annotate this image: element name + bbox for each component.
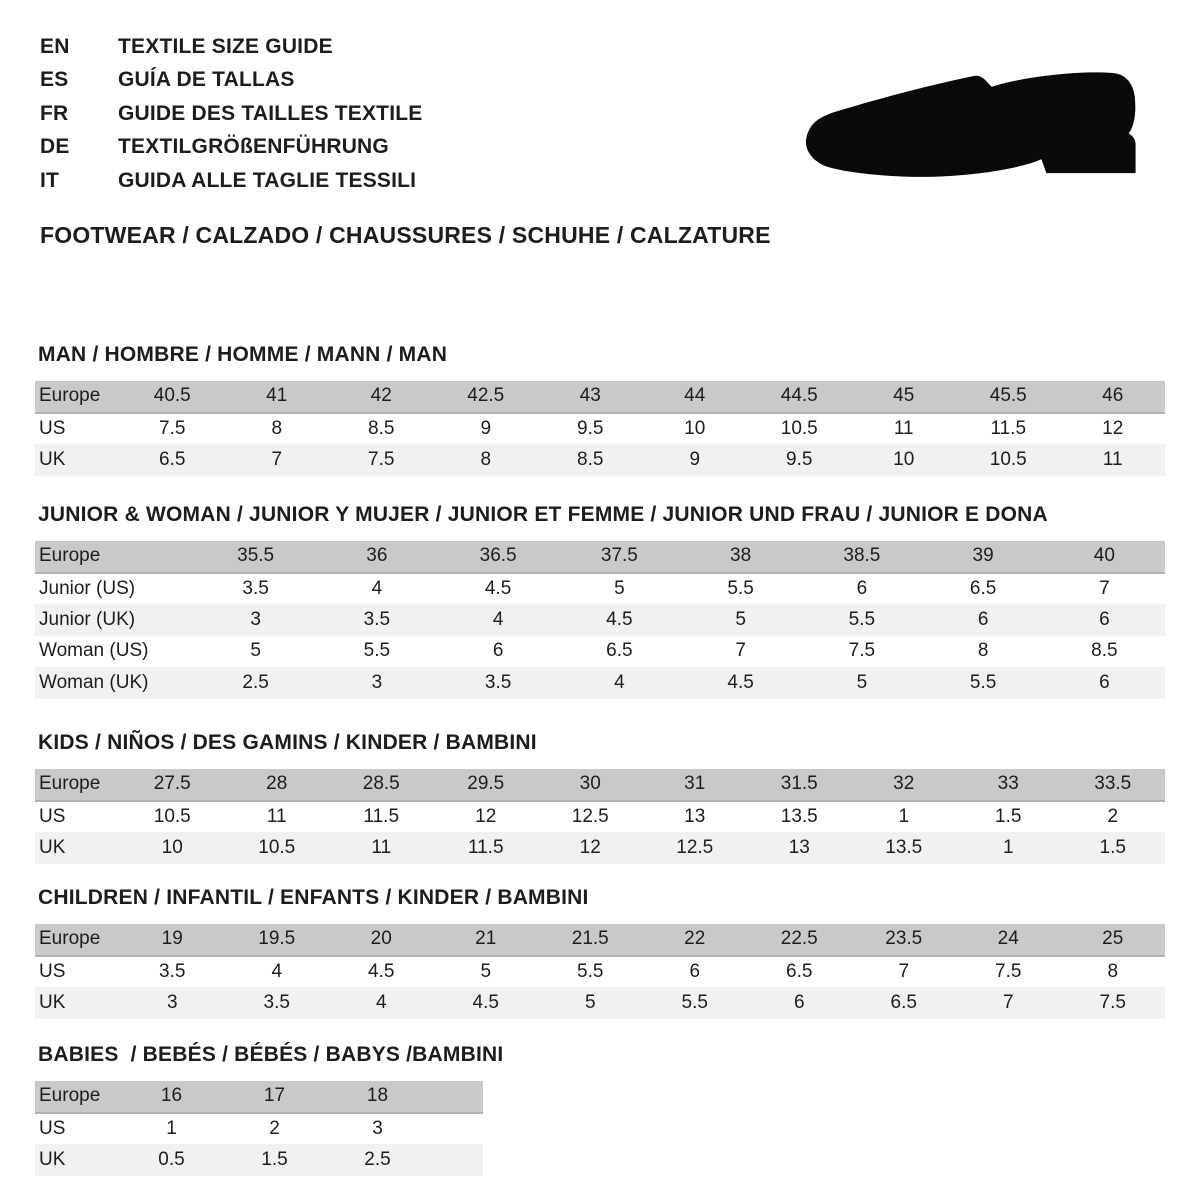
size-cell: 7 bbox=[898, 960, 910, 982]
size-cell: 2.5 bbox=[242, 671, 269, 693]
size-cell: 10 bbox=[684, 417, 706, 439]
size-cell: 39 bbox=[923, 541, 1044, 573]
size-cell: 7 bbox=[1099, 577, 1110, 599]
size-cell: 22.5 bbox=[747, 924, 852, 956]
size-cell: 5.5 bbox=[577, 960, 604, 982]
size-cell: 6.5 bbox=[159, 448, 186, 470]
row-label: UK bbox=[39, 1148, 66, 1170]
size-cell: 5 bbox=[480, 960, 492, 982]
spacer-cell bbox=[429, 1113, 483, 1145]
row-label: Europe bbox=[35, 924, 120, 956]
language-row bbox=[40, 164, 422, 198]
size-cell: 6.5 bbox=[606, 640, 633, 662]
size-cell: 3.5 bbox=[159, 960, 186, 982]
size-cell: 4 bbox=[271, 960, 283, 982]
size-cell: 7.5 bbox=[995, 960, 1022, 982]
size-cell: 12.5 bbox=[676, 836, 714, 858]
size-cell: 40 bbox=[1044, 541, 1165, 573]
size-cell: 1.5 bbox=[261, 1148, 288, 1170]
row-label: Woman (US) bbox=[39, 640, 149, 662]
table-row bbox=[35, 381, 1165, 413]
size-cell: 6 bbox=[1099, 671, 1110, 693]
size-cell: 7.5 bbox=[368, 448, 395, 470]
size-cell: 25 bbox=[1061, 924, 1166, 956]
size-cell: 5.5 bbox=[848, 608, 876, 630]
language-title: GUIDE DES TAILLES TEXTILE bbox=[118, 101, 423, 125]
size-cell: 6 bbox=[977, 608, 989, 630]
table-title: BABIES / BEBÉS / BÉBÉS / BABYS /BAMBINI bbox=[38, 1043, 504, 1066]
size-cell: 5 bbox=[735, 608, 746, 630]
size-cell: 7.5 bbox=[159, 417, 186, 439]
row-label: Woman (UK) bbox=[39, 671, 149, 693]
size-cell: 42.5 bbox=[434, 381, 539, 413]
size-cell: 36.5 bbox=[438, 541, 559, 573]
size-cell: 18 bbox=[326, 1081, 429, 1113]
size-cell: 22 bbox=[643, 924, 748, 956]
table-title: CHILDREN / INFANTIL / ENFANTS / KINDER / BAMBINI bbox=[38, 886, 589, 909]
size-table bbox=[35, 924, 1165, 1019]
size-cell: 33.5 bbox=[1061, 769, 1166, 801]
size-cell: 8 bbox=[977, 640, 989, 662]
row-label: UK bbox=[39, 448, 66, 470]
size-cell: 7 bbox=[1002, 991, 1014, 1013]
size-cell: 42 bbox=[329, 381, 434, 413]
size-cell: 6 bbox=[793, 991, 805, 1013]
size-cell: 30 bbox=[538, 769, 643, 801]
table-row bbox=[35, 987, 1165, 1019]
table-row bbox=[35, 832, 1165, 864]
table-row bbox=[35, 924, 1165, 956]
size-cell: 11 bbox=[371, 836, 392, 858]
size-cell: 13 bbox=[684, 805, 706, 827]
table-row bbox=[35, 1113, 483, 1145]
size-cell: 31.5 bbox=[747, 769, 852, 801]
size-cell: 5 bbox=[614, 577, 625, 599]
language-code: DE bbox=[40, 135, 70, 159]
size-cell: 6.5 bbox=[890, 991, 917, 1013]
size-cell: 8.5 bbox=[368, 417, 395, 439]
size-cell: 11 bbox=[266, 805, 287, 827]
size-cell: 11.5 bbox=[363, 805, 400, 827]
size-cell: 10 bbox=[161, 836, 183, 858]
size-cell: 11 bbox=[1102, 448, 1123, 470]
table-row bbox=[35, 956, 1165, 988]
row-label: Europe bbox=[35, 381, 120, 413]
size-cell: 5.5 bbox=[727, 577, 754, 599]
size-cell: 10.5 bbox=[780, 417, 818, 439]
size-cell: 4.5 bbox=[606, 608, 633, 630]
language-row bbox=[40, 131, 422, 165]
size-cell: 28 bbox=[225, 769, 330, 801]
size-cell: 45.5 bbox=[956, 381, 1061, 413]
size-table-section bbox=[35, 731, 1165, 864]
size-cell: 2 bbox=[269, 1117, 280, 1139]
size-cell: 8.5 bbox=[1091, 640, 1118, 662]
table-row bbox=[35, 636, 1165, 668]
row-label: UK bbox=[39, 836, 66, 858]
size-cell: 2 bbox=[1107, 805, 1119, 827]
language-title: TEXTILGRÖßENFÜHRUNG bbox=[118, 135, 389, 159]
size-cell: 3.5 bbox=[263, 991, 290, 1013]
size-cell: 21 bbox=[434, 924, 539, 956]
size-cell: 32 bbox=[852, 769, 957, 801]
size-table bbox=[35, 381, 1165, 476]
size-cell: 3.5 bbox=[484, 671, 512, 693]
table-row bbox=[35, 604, 1165, 636]
size-cell: 19.5 bbox=[225, 924, 330, 956]
size-cell: 11.5 bbox=[990, 417, 1027, 439]
size-cell: 31 bbox=[643, 769, 748, 801]
language-row bbox=[40, 97, 422, 131]
size-table-section bbox=[35, 886, 1165, 1019]
row-label: Junior (UK) bbox=[39, 608, 136, 630]
size-cell: 3 bbox=[372, 1117, 383, 1139]
size-cell: 4 bbox=[614, 671, 625, 693]
shoe-icon bbox=[803, 72, 1145, 186]
size-cell: 7 bbox=[271, 448, 283, 470]
table-row bbox=[35, 444, 1165, 476]
size-cell: 35.5 bbox=[195, 541, 316, 573]
size-cell: 4.5 bbox=[484, 577, 512, 599]
table-title: JUNIOR & WOMAN / JUNIOR Y MUJER / JUNIOR ET FEMME / JUNIOR UND FRAU / JUNIOR E DONA bbox=[38, 503, 1048, 526]
size-cell: 5 bbox=[856, 671, 868, 693]
size-cell: 6 bbox=[856, 577, 868, 599]
size-cell: 38.5 bbox=[801, 541, 922, 573]
size-table-section bbox=[35, 1043, 503, 1176]
row-label: Europe bbox=[35, 769, 120, 801]
size-cell: 8 bbox=[271, 417, 283, 439]
row-label: US bbox=[39, 417, 66, 439]
size-cell: 12 bbox=[579, 836, 601, 858]
row-label: Europe bbox=[35, 1081, 120, 1113]
language-code: FR bbox=[40, 101, 69, 125]
table-row bbox=[35, 413, 1165, 445]
language-code: IT bbox=[40, 168, 60, 192]
language-row bbox=[40, 64, 422, 98]
language-title: GUÍA DE TALLAS bbox=[118, 68, 295, 92]
size-cell: 17 bbox=[223, 1081, 326, 1113]
size-cell: 1 bbox=[1002, 836, 1014, 858]
size-cell: 10.5 bbox=[989, 448, 1027, 470]
spacer-cell bbox=[429, 1081, 483, 1113]
size-cell: 10 bbox=[893, 448, 915, 470]
size-cell: 4 bbox=[375, 991, 387, 1013]
size-cell: 5 bbox=[250, 640, 261, 662]
size-table-section bbox=[35, 343, 1165, 476]
table-row bbox=[35, 801, 1165, 833]
size-cell: 13 bbox=[788, 836, 810, 858]
size-cell: 5 bbox=[584, 991, 596, 1013]
table-row bbox=[35, 667, 1165, 699]
language-title: TEXTILE SIZE GUIDE bbox=[118, 34, 333, 58]
size-cell: 4.5 bbox=[368, 960, 395, 982]
language-list bbox=[40, 30, 422, 198]
language-code: ES bbox=[40, 68, 69, 92]
size-cell: 4 bbox=[371, 577, 383, 599]
size-cell: 24 bbox=[956, 924, 1061, 956]
size-cell: 38 bbox=[680, 541, 801, 573]
size-cell: 21.5 bbox=[538, 924, 643, 956]
size-cell: 3.5 bbox=[363, 608, 391, 630]
size-cell: 40.5 bbox=[120, 381, 225, 413]
table-title: MAN / HOMBRE / HOMME / MANN / MAN bbox=[38, 343, 448, 366]
size-cell: 12.5 bbox=[571, 805, 609, 827]
size-cell: 9 bbox=[480, 417, 492, 439]
row-label: US bbox=[39, 805, 66, 827]
size-cell: 28.5 bbox=[329, 769, 434, 801]
size-cell: 16 bbox=[120, 1081, 223, 1113]
table-row bbox=[35, 541, 1165, 573]
size-cell: 1 bbox=[166, 1117, 177, 1139]
size-cell: 1.5 bbox=[995, 805, 1022, 827]
size-cell: 23.5 bbox=[852, 924, 957, 956]
table-row bbox=[35, 769, 1165, 801]
row-label: US bbox=[39, 1117, 66, 1139]
size-cell: 11.5 bbox=[467, 836, 504, 858]
size-cell: 5.5 bbox=[363, 640, 391, 662]
table-title: KIDS / NIÑOS / DES GAMINS / KINDER / BAMBINI bbox=[38, 731, 537, 754]
size-cell: 4.5 bbox=[727, 671, 754, 693]
size-cell: 6.5 bbox=[969, 577, 997, 599]
size-cell: 41 bbox=[225, 381, 330, 413]
size-cell: 3 bbox=[250, 608, 261, 630]
size-cell: 8 bbox=[480, 448, 492, 470]
size-cell: 3 bbox=[371, 671, 383, 693]
size-cell: 12 bbox=[1102, 417, 1124, 439]
row-label: UK bbox=[39, 991, 66, 1013]
size-cell: 43 bbox=[538, 381, 643, 413]
size-cell: 10.5 bbox=[258, 836, 296, 858]
table-row bbox=[35, 573, 1165, 605]
size-cell: 3.5 bbox=[242, 577, 269, 599]
size-cell: 7.5 bbox=[848, 640, 876, 662]
row-label: Europe bbox=[35, 541, 195, 573]
size-cell: 33 bbox=[956, 769, 1061, 801]
size-table bbox=[35, 769, 1165, 864]
size-table bbox=[35, 541, 1165, 699]
size-cell: 2.5 bbox=[364, 1148, 391, 1170]
size-cell: 19 bbox=[120, 924, 225, 956]
size-cell: 10.5 bbox=[153, 805, 191, 827]
size-cell: 9.5 bbox=[786, 448, 813, 470]
size-cell: 4.5 bbox=[472, 991, 499, 1013]
size-cell: 44 bbox=[643, 381, 748, 413]
size-cell: 9 bbox=[689, 448, 701, 470]
size-cell: 45 bbox=[852, 381, 957, 413]
size-cell: 6 bbox=[1099, 608, 1110, 630]
size-cell: 9.5 bbox=[577, 417, 604, 439]
size-cell: 7.5 bbox=[1099, 991, 1126, 1013]
size-cell: 3 bbox=[166, 991, 178, 1013]
size-cell: 37.5 bbox=[559, 541, 680, 573]
size-cell: 0.5 bbox=[158, 1148, 185, 1170]
size-cell: 4 bbox=[492, 608, 504, 630]
size-cell: 36 bbox=[316, 541, 437, 573]
size-cell: 8.5 bbox=[577, 448, 604, 470]
size-cell: 1.5 bbox=[1099, 836, 1126, 858]
size-cell: 1 bbox=[898, 805, 910, 827]
size-cell: 7 bbox=[735, 640, 746, 662]
size-table-section bbox=[35, 503, 1165, 699]
size-cell: 12 bbox=[475, 805, 497, 827]
size-cell: 6.5 bbox=[786, 960, 813, 982]
size-cell: 27.5 bbox=[120, 769, 225, 801]
size-cell: 6 bbox=[689, 960, 701, 982]
size-cell: 20 bbox=[329, 924, 434, 956]
row-label: Junior (US) bbox=[39, 577, 136, 599]
size-cell: 44.5 bbox=[747, 381, 852, 413]
spacer-cell bbox=[429, 1144, 483, 1176]
size-cell: 46 bbox=[1061, 381, 1166, 413]
size-cell: 11 bbox=[893, 417, 914, 439]
size-table bbox=[35, 1081, 483, 1176]
size-cell: 5.5 bbox=[681, 991, 708, 1013]
size-cell: 5.5 bbox=[969, 671, 997, 693]
language-row bbox=[40, 30, 422, 64]
table-row bbox=[35, 1144, 483, 1176]
size-cell: 6 bbox=[492, 640, 504, 662]
language-code: EN bbox=[40, 34, 70, 58]
size-cell: 29.5 bbox=[434, 769, 539, 801]
row-label: US bbox=[39, 960, 66, 982]
category-line: FOOTWEAR / CALZADO / CHAUSSURES / SCHUHE / CALZATURE bbox=[40, 222, 771, 248]
size-cell: 8 bbox=[1107, 960, 1119, 982]
table-row bbox=[35, 1081, 483, 1113]
size-cell: 13.5 bbox=[885, 836, 923, 858]
language-title: GUIDA ALLE TAGLIE TESSILI bbox=[118, 168, 417, 192]
size-cell: 13.5 bbox=[780, 805, 818, 827]
